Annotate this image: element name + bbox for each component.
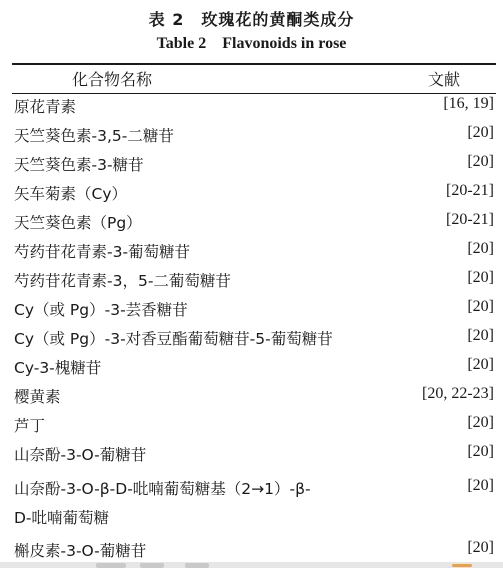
compound-name: Cy（或 Pg）-3-对香豆酯葡萄糖苷-5-葡萄糖苷 — [14, 330, 333, 348]
table-top-rule — [12, 63, 496, 65]
reference-cell: [20-21] — [446, 211, 494, 228]
table-title-en — [0, 35, 503, 53]
toolbar-button[interactable] — [185, 563, 209, 568]
reference-cell: [20] — [467, 356, 494, 373]
compound-name: 芍药苷花青素-3，5-二葡萄糖苷 — [14, 272, 231, 290]
reference-cell: [20] — [467, 477, 494, 494]
reference-cell: [20-21] — [446, 182, 494, 199]
reference-cell: [20] — [467, 124, 494, 141]
reference-cell: [20] — [467, 240, 494, 257]
reference-cell: [20, 22-23] — [422, 385, 494, 402]
compound-name: 山奈酚-3-O-β-D-吡喃葡萄糖基（2→1）-β- — [14, 480, 311, 498]
viewer-toolbar-strip — [0, 562, 503, 568]
compound-name: Cy-3-槐糖苷 — [14, 359, 102, 377]
compound-name: Cy（或 Pg）-3-芸香糖苷 — [14, 301, 188, 319]
reference-cell: [20] — [467, 539, 494, 556]
header-compound-name: 化合物名称 — [72, 70, 153, 89]
compound-name: 矢车菊素（Cy） — [14, 185, 127, 203]
reference-cell: [20] — [467, 414, 494, 431]
table-number-en: Table 2 — [156, 35, 207, 52]
reference-cell: [20] — [467, 443, 494, 460]
table-title-cn: 表 2 玫瑰花的黄酮类成分 — [148, 10, 355, 29]
reference-cell: [16, 19] — [443, 95, 494, 112]
reference-cell: [20] — [467, 327, 494, 344]
compound-name: 芍药苷花青素-3-葡萄糖苷 — [14, 243, 191, 261]
reference-cell: [20] — [467, 269, 494, 286]
reference-cell: [20] — [467, 153, 494, 170]
compound-name: 天竺葵色素-3-糖苷 — [14, 156, 144, 174]
toolbar-accent-mark — [452, 564, 472, 567]
compound-name: 山奈酚-3-O-葡糖苷 — [14, 446, 147, 464]
compound-name-continued: D-吡喃葡萄糖 — [14, 509, 110, 527]
compound-name: 槲皮素-3-O-葡糖苷 — [14, 542, 147, 560]
toolbar-button[interactable] — [140, 563, 164, 568]
compound-name: 芦丁 — [14, 417, 46, 435]
compound-name: 天竺葵色素-3,5-二糖苷 — [14, 127, 174, 145]
toolbar-button[interactable] — [96, 563, 126, 568]
table-caption-en: Flavonoids in rose — [222, 35, 347, 52]
compound-name: 樱黄素 — [14, 388, 61, 406]
header-reference: 文献 — [428, 70, 461, 89]
compound-name: 天竺葵色素（Pg） — [14, 214, 142, 232]
reference-cell: [20] — [467, 298, 494, 315]
compound-name: 原花青素 — [14, 98, 77, 116]
table-header-rule — [12, 93, 496, 94]
